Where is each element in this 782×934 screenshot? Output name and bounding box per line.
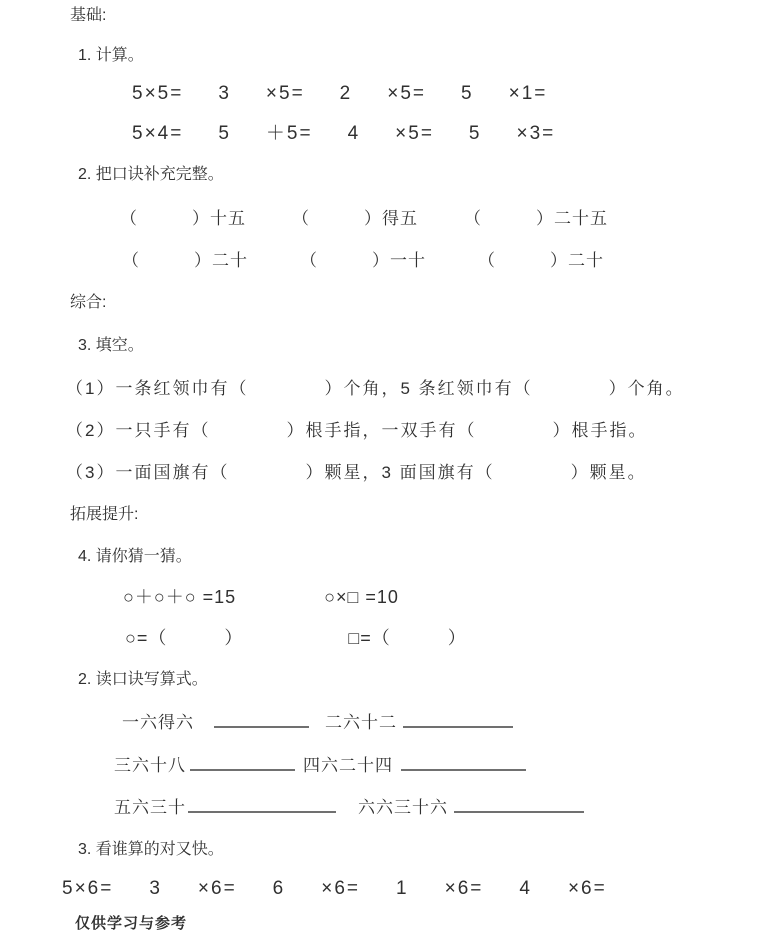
math-operand: 5 — [218, 123, 231, 144]
answer-blank — [454, 798, 584, 813]
guess-row-2 — [125, 627, 467, 650]
formula-circle-answer: ○=（ ） — [125, 628, 244, 648]
fill-blank-item-2: （2）一只手有（ ）根手指，一双手有（ ）根手指。 — [66, 421, 648, 440]
answer-blank — [403, 713, 513, 728]
math-operand: 1 — [396, 878, 409, 899]
question-title-mnemonic: 2. 把口诀补充完整。 — [78, 166, 224, 183]
math-expression: ×6= — [567, 878, 607, 899]
math-operand: 5 — [468, 123, 482, 144]
math-expression: ×3= — [516, 123, 556, 144]
mnemonic-label: 六六三十六 — [358, 798, 448, 817]
math-operand: 5 — [461, 83, 474, 104]
math-operand: 4 — [347, 123, 361, 144]
question-title-guess: 4. 请你猜一猜。 — [78, 548, 192, 565]
math-expression: 5×5= — [132, 83, 184, 104]
math-expression: ×1= — [508, 83, 548, 104]
equation-row-1 — [122, 712, 513, 733]
mnemonic-label: 四六二十四 — [303, 756, 393, 775]
question-title-speed-calc: 3. 看谁算的对又快。 — [78, 841, 224, 858]
formula-circles-sum: ○＋○＋○ =15 — [123, 587, 237, 607]
answer-blank — [214, 713, 309, 728]
question-title-fill: 3. 填空。 — [78, 337, 144, 354]
fill-blank-item-1: （1）一条红领巾有（ ）个角，5 条红领巾有（ ）个角。 — [66, 379, 685, 398]
math-expression: ×5= — [265, 83, 305, 104]
math-expression: 5×4= — [132, 123, 184, 144]
equation-row-3 — [114, 797, 584, 818]
question-title-write-equations: 2. 读口诀写算式。 — [78, 671, 208, 688]
math-operand: 3 — [149, 878, 162, 899]
mnemonic-label: 二六十二 — [325, 713, 397, 732]
mnemonic-blank: （ ）二十 — [122, 251, 248, 270]
math-expression: ×5= — [395, 123, 434, 144]
math-expression: ×6= — [321, 878, 361, 899]
question-title-calc: 1. 计算。 — [78, 47, 144, 64]
mnemonic-label: 一六得六 — [122, 713, 194, 732]
mnemonic-row-2 — [122, 250, 604, 271]
math-expression: ×6= — [444, 878, 484, 899]
calc-row-1 — [132, 82, 547, 106]
guess-row-1 — [123, 586, 399, 609]
math-operand: 4 — [519, 878, 532, 899]
math-expression: ＋5= — [265, 123, 313, 144]
mnemonic-blank: （ ）二十 — [478, 251, 604, 270]
mnemonic-blank: （ ）得五 — [292, 209, 418, 228]
speed-calc-row — [62, 877, 607, 901]
equation-row-2 — [114, 755, 526, 776]
formula-circle-square-product: ○×□ =10 — [324, 587, 399, 607]
mnemonic-blank: （ ）一十 — [300, 251, 426, 270]
answer-blank — [401, 756, 526, 771]
footer-note: 仅供学习与参考 — [75, 915, 188, 932]
formula-square-answer: □=（ ） — [348, 628, 467, 648]
section-label-extension: 拓展提升: — [70, 506, 139, 523]
math-expression: ×5= — [387, 83, 427, 104]
mnemonic-label: 三六十八 — [114, 756, 186, 775]
calc-row-2 — [132, 122, 555, 146]
math-operand: 2 — [339, 83, 353, 104]
mnemonic-blank: （ ）十五 — [120, 209, 246, 228]
mnemonic-blank: （ ）二十五 — [464, 209, 608, 228]
answer-blank — [190, 756, 295, 771]
math-expression: 5×6= — [62, 878, 114, 899]
mnemonic-row-1 — [120, 208, 608, 229]
fill-blank-item-3: （3）一面国旗有（ ）颗星，3 面国旗有（ ）颗星。 — [66, 463, 647, 482]
section-label-comprehensive: 综合: — [70, 294, 107, 311]
math-expression: ×6= — [197, 878, 237, 899]
answer-blank — [188, 798, 336, 813]
mnemonic-label: 五六三十 — [114, 798, 186, 817]
math-operand: 6 — [272, 878, 286, 899]
section-label-basic: 基础: — [70, 7, 107, 24]
math-operand: 3 — [218, 83, 231, 104]
